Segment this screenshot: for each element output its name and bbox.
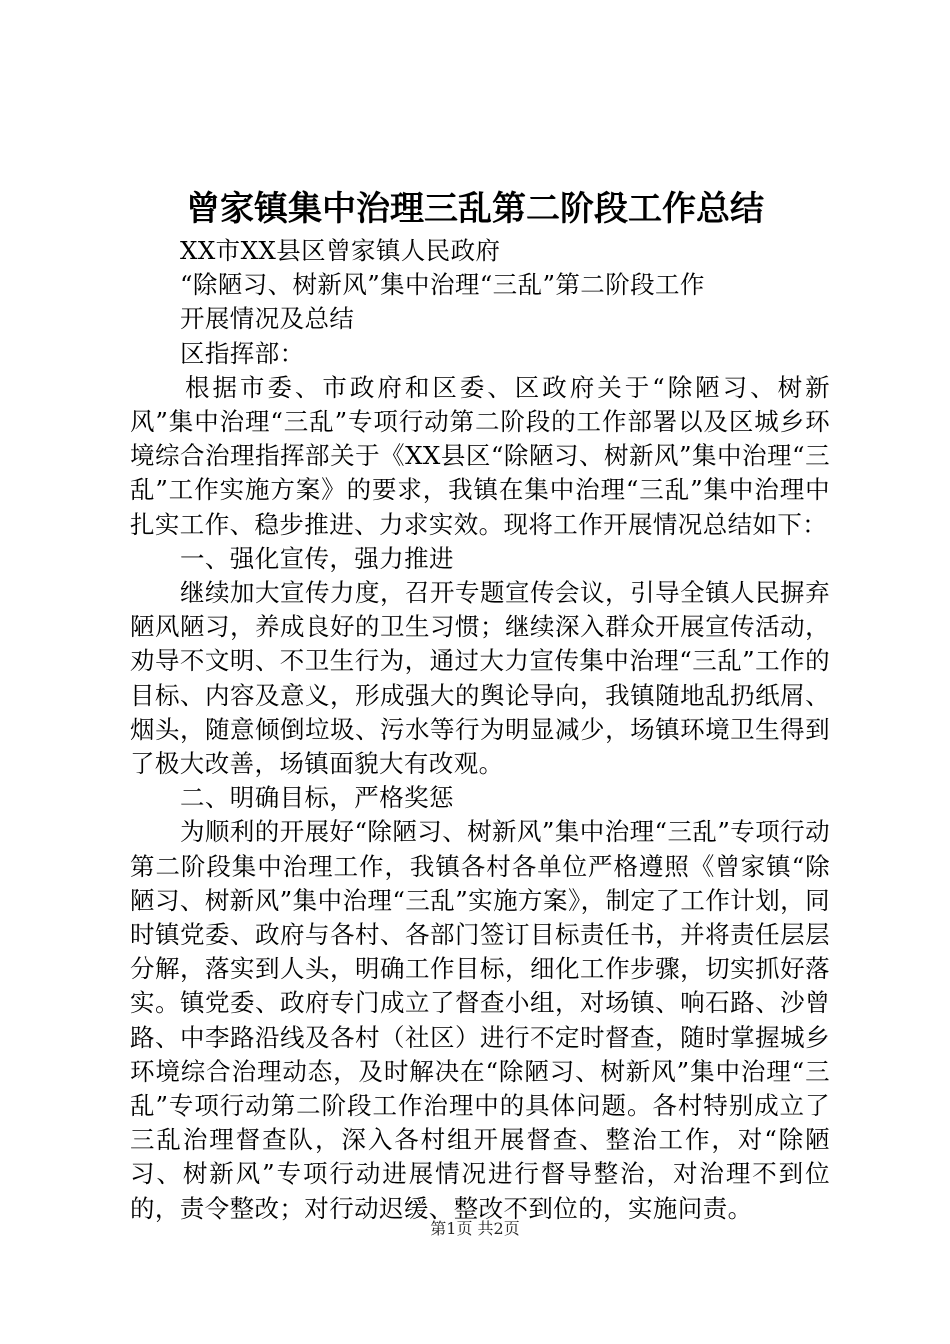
intro-paragraph: 根据市委、市政府和区委、区政府关于“除陋习、树新风”集中治理“三乱”专项行动第二阶段的工作部署以及区城乡环境综合治理指挥部关于《XX县区“除陋习、树新风”集中治理“三乱”工作实施方案》的要求，我镇在集中治理“三乱”集中治理中扎实工作、稳步推进、力求实效。现将工作开展情况总结如下：	[130, 372, 830, 539]
subtitle-line-1: “除陋习、树新风”集中治理“三乱”第二阶段工作	[180, 270, 705, 300]
section-paragraph-1: 继续加大宣传力度，召开专题宣传会议，引导全镇人民摒弃陋风陋习，养成良好的卫生习惯；继续深入群众开展宣传活动，劝导不文明、不卫生行为，通过大力宣传集中治理“三乱”工作的目标、内容及意义，形成强大的舆论导向，我镇随地乱扔纸屑、烟头，随意倾倒垃圾、污水等行为明显减少，场镇环境卫生得到了极大改善，场镇面貌大有改观。	[130, 578, 830, 779]
section-heading-2: 二、明确目标，严格奖惩	[180, 783, 454, 813]
page-footer: 第1页 共2页	[430, 1219, 520, 1238]
salutation: 区指挥部：	[180, 338, 305, 368]
document-body	[130, 234, 830, 1226]
subtitle-line-2: 开展情况及总结	[180, 304, 355, 334]
section-paragraph-2: 为顺利的开展好“除陋习、树新风”集中治理“三乱”专项行动第二阶段集中治理工作，我镇各村各单位严格遵照《曾家镇“除陋习、树新风”集中治理“三乱”实施方案》，制定了工作计划，同时镇党委、政府与各村、各部门签订目标责任书，并将责任层层分解，落实到人头，明确工作目标，细化工作步骤，切实抓好落实。镇党委、政府专门成立了督查小组，对场镇、响石路、沙曾路、中李路沿线及各村（社区）进行不定时督查，随时掌握城乡环境综合治理动态，及时解决在“除陋习、树新风”集中治理“三乱”专项行动第二阶段工作治理中的具体问题。各村特别成立了三乱治理督查队，深入各村组开展督查、整治工作，对“除陋习、树新风”专项行动进展情况进行督导整治，对治理不到位的，责令整改；对行动迟缓、整改不到位的，实施问责。	[130, 817, 830, 1223]
organization-line: XX市XX县区曾家镇人民政府	[180, 236, 501, 265]
document-title: 曾家镇集中治理三乱第二阶段工作总结	[186, 189, 764, 229]
section-heading-1: 一、强化宣传，强力推进	[180, 543, 454, 573]
